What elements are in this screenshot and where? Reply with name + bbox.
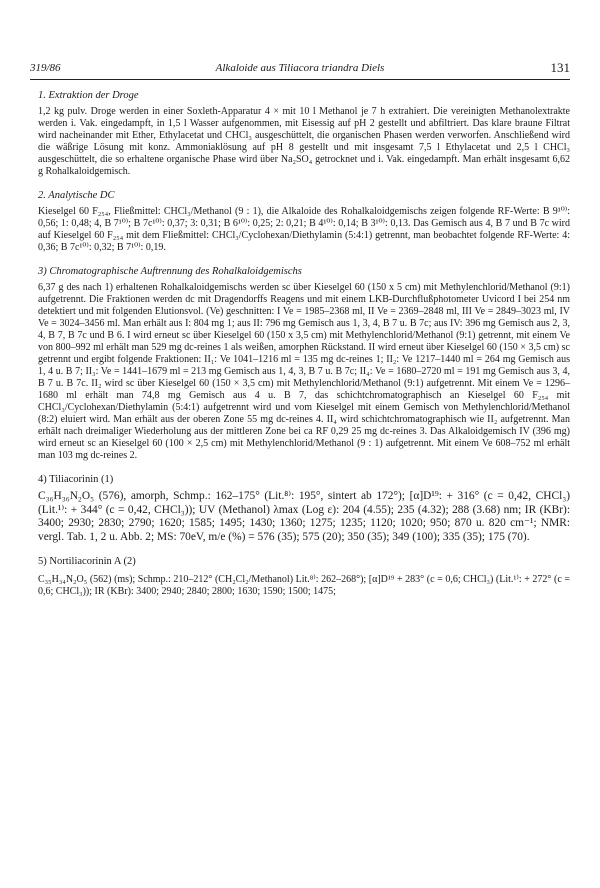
section-text-nortiliacorinin: C₃₅H₃₄N₂O₅ (562) (ms); Schmp.: 210–212° (CH₂Cl₂/Methanol) Lit.⁸⁾: 262–268°); [α]D¹⁹ + 283° (c = 0,6; CHCl₃) (Lit.¹⁾: + 272° (c = 0,6; CHCl₃)); IR (KBr): 3400; 2940; 2840; 2800; 1630; 1590; 1500; 1475; bbox=[38, 574, 570, 597]
article-body bbox=[38, 90, 570, 610]
section-text-tiliacorinin: C₃₆H₃₆N₂O₅ (576), amorph, Schmp.: 162–175° (Lit.⁸⁾: 195°, sintert ab 172°); [α]D¹⁹: + 316° (c = 0,42, CHCl₃) (Lit.¹⁾: + 344° (c = 0,42, CHCl₃)); UV (Methanol) λmax (Log ε): 204 (4.55); 235 (4.32); 288 (3.68) nm; IR (KBr): 3400; 2930; 2830; 2790; 1620; 1585; 1495; 1430; 1360; 1275; 1235; 1120; 1020; 950; 870 u. 820 cm⁻¹; NMR: vergl. Tab. 1, 2 u. Abb. 2; MS: 70eV, m/e (%) = 576 (35); 575 (20); 350 (35); 349 (100); 335 (35); 175 (70). bbox=[38, 490, 570, 543]
running-header bbox=[30, 60, 570, 76]
section-text-analytical-tlc: Kieselgel 60 F₂₅₄, Fließmittel: CHCl₃/Methanol (9 : 1), die Alkaloide des Rohalkaloidgemischs zeigen folgende RF-Werte: B 9¹⁰⁾: 0,56; 1: 0,48; 4, B 7¹⁰⁾; B 7c¹⁰⁾: 0,37; 3: 0,31; B 6¹⁰⁾: 0,25; 2: 0,21; B 4¹⁰⁾: 0,14; B 3¹⁰⁾: 0,13. Das Gemisch aus 4, B 7 und B 7c wird auf Kieselgel 60 F₂₅₄ mit dem Fließmittel: CHCl₃/Cyclohexan/Diethylamin (5:4:1) getrennt, man beobachtet folgende RF-Werte: 4: 0,36; B 7c¹⁰⁾: 0,32; B 7¹⁰⁾: 0,19. bbox=[38, 206, 570, 253]
page-number: 131 bbox=[550, 60, 570, 75]
section-heading-chromatography: 3) Chromatographische Auftrennung des Rohalkaloidgemischs bbox=[38, 266, 302, 277]
section-heading-tiliacorinin: 4) Tiliacorinin (1) bbox=[38, 474, 114, 485]
journal-reference: 319/86 bbox=[30, 62, 61, 74]
section-heading-nortiliacorinin: 5) Nortiliacorinin A (2) bbox=[38, 556, 136, 567]
section-text-extraction: 1,2 kg pulv. Droge werden in einer Soxleth-Apparatur 4 × mit 10 l Methanol je 7 h extrahiert. Die vereinigten Methanolextrakte werden i. Vak. eingedampft, in 1,5 l Wasser aufgenommen, mit Eisessig auf pH 2 gestellt und abfiltriert. Das klare braune Filtrat wird nacheinander mit Ether, Ethylacetat und CHCl₃ ausgeschüttelt, die organischen Phasen werden verworfen. Anschließend wird die wäßrige Lösung mit konz. Ammoniaklösung auf pH 8 gestellt und mit insgesamt 7,5 l Ethylacetat und 2,5 l CHCl₃ ausgeschüttelt, die so erhaltene organische Phase wird über Na₂SO₄ getrocknet und i. Vak. eingedampft. Man erhält insgesamt 6,62 g Rohalkaloidgemisch. bbox=[38, 106, 570, 177]
header-rule bbox=[30, 79, 570, 80]
running-title: Alkaloide aus Tiliacora triandra Diels bbox=[215, 62, 385, 74]
section-heading-extraction: 1. Extraktion der Droge bbox=[38, 90, 139, 101]
section-heading-analytical-tlc: 2. Analytische DC bbox=[38, 190, 115, 201]
section-text-chromatography: 6,37 g des nach 1) erhaltenen Rohalkaloidgemischs werden sc über Kieselgel 60 (150 x 5 cm) mit Methylenchlorid/Methanol (9:1) aufgetrennt. Die Fraktionen werden dc mit Dragendorffs Reagens und mit einem LKB-Durchflußphotometer Uvicord I bei 254 nm detektiert und mit folgenden Elutionsvol. (Ve) geschnitten: I Ve = 1985–2368 ml, II Ve = 2369–2848 ml, III Ve = 2849–3023 ml, IV Ve = 3024–3456 ml. Man erhält aus I: 804 mg 1; aus II: 796 mg Gemisch aus 1, 3, 4, B 7 u. B 7c; aus IV: 396 mg Gemisch aus 2, 3, 4, B 7, B 7c und B 6. I wird erneut sc über Kieselgel 60 (150 x 3,5 cm) mit Methylenchlorid/Methanol (9:1) getrennt, mit einem Ve von 800–992 ml erhält man 529 mg dc-reines 1 als weißen, amorphen Rückstand. II wird erneut über Kieselgel 60 (150 × 3,5 cm) sc getrennt und ergibt folgende Fraktionen: II₁: Ve 1041–1216 ml = 135 mg dc-reines 1; II₂: Ve 1217–1440 ml = 264 mg Gemisch aus 1, 4 u. B 7; II₃: Ve = 1441–1679 ml = 213 mg Gemisch aus 1, 4, 3, B 7 u. B 7c; II₄: Ve = 1680–2720 ml = 191 mg Gemisch aus 3, 4, B 7 u. B 7c. II₂ wird sc über Kieselgel 60 (150 × 3,5 cm) mit Methylenchlorid/Methanol (9:1) aufgetrennt. Mit einem Ve = 1296–1680 ml erhält man 74,8 mg Gemisch aus 4 u. B 7, das schichtchromatographisch an Kieselgel 60 F₂₅₄ mit CHCl₃/Cyclohexan/Diethylamin (5:4:1) aufgetrennt wird und vom Kieselgel mit einem Gemisch von Methylenchlorid/Methanol (8:2) eluiert wird. Man erhält aus der oberen Zone 55 mg dc-reines 4. II₄ wird schichtchromatographisch wie II₂ aufgetrennt. Man erhält nach dreimaliger Wiederholung aus der mittleren Zone bei ca RF 0,29 25 mg dc-reines 3. Das Alkaloidgemisch IV (396 mg) wird erneut sc an Kieselgel 60 (100 × 2,5 cm) mit Methylenchlorid/Methanol (9 : 1) aufgetrennt. Mit einem Ve 608–752 ml erhält man 103 mg dc-reines 2. bbox=[38, 282, 570, 461]
